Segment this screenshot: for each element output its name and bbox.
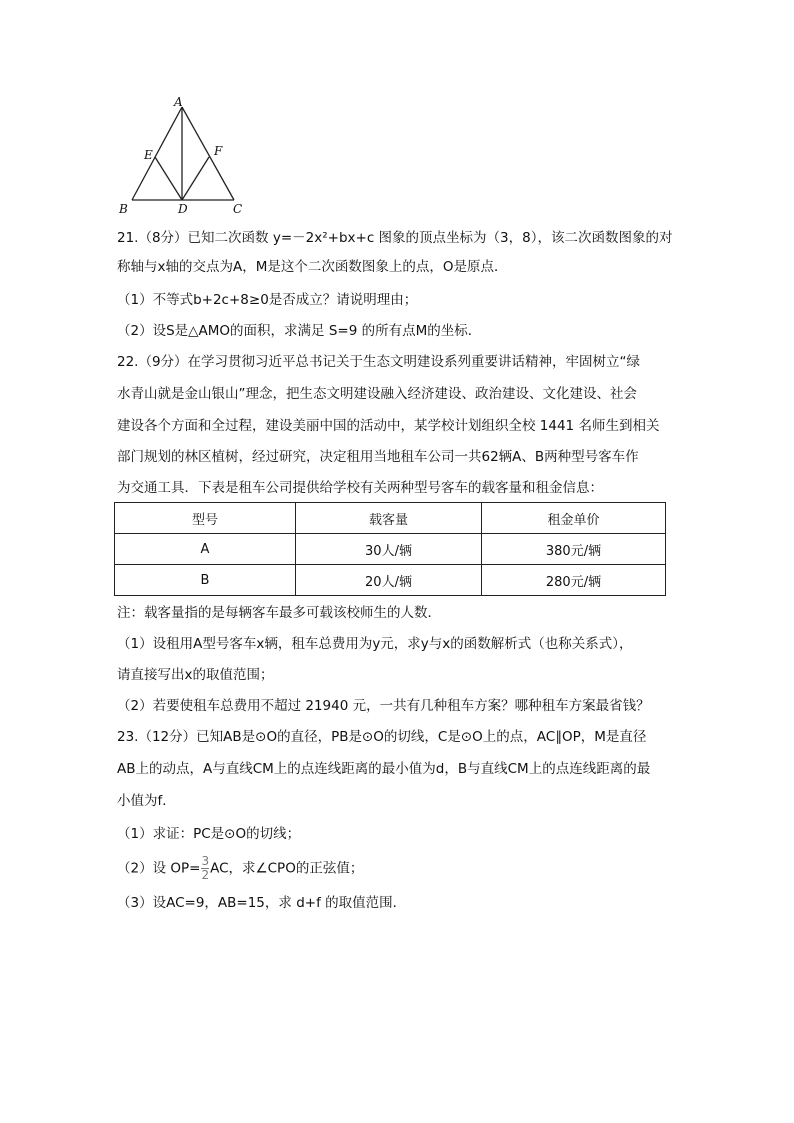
label-f: F (214, 144, 223, 158)
q22-line2: 水青山就是金山银山”理念，把生态文明建设融入经济建设、政治建设、文化建设、社会 (117, 386, 637, 402)
label-c: C (233, 202, 243, 216)
segment-ed (155, 157, 182, 200)
q23-part2-prefix: （2）设 OP= (117, 860, 201, 877)
triangle-figure (112, 95, 262, 220)
cell-model: B (115, 565, 296, 596)
header-price: 租金单价 (482, 503, 666, 534)
q22-part2: （2）若要使租车总费用不超过 21940 元，一共有几种租车方案？哪种租车方案最省钱？ (117, 698, 650, 714)
q21-line1: 21.（8分）已知二次函数 y=－2x²+bx+c 图象的顶点坐标为（3，8），该二次函数图象的对 (117, 230, 673, 246)
q22-note: 注：载客量指的是每辆客车最多可载该校师生的人数． (117, 605, 441, 621)
q21-part2: （2）设S是△AMO的面积，求满足 S=9 的所有点M的坐标． (117, 323, 482, 339)
q22-line1: 22.（9分）在学习贯彻习近平总书记关于生态文明建设系列重要讲话精神，牢固树立“绿 (117, 354, 641, 370)
cell-model: A (115, 534, 296, 565)
table-row (115, 534, 666, 565)
fraction-numerator: 3 (201, 854, 210, 868)
q23-part2 (117, 856, 363, 881)
table-header-row (115, 503, 666, 534)
label-a: A (174, 95, 183, 109)
cell-price: 280元/辆 (482, 565, 666, 596)
header-model: 型号 (115, 503, 296, 534)
bus-info-table (114, 502, 666, 596)
label-b: B (119, 202, 128, 216)
segment-fd (182, 157, 209, 200)
q22-line3: 建设各个方面和全过程，建设美丽中国的活动中，某学校计划组织全校 1441 名师生到相关 (117, 418, 660, 434)
q22-line4: 部门规划的林区植树，经过研究，决定租用当地租车公司一共62辆A、B两种型号客车作 (117, 449, 639, 465)
q23-line1: 23.（12分）已知AB是⊙O的直径，PB是⊙O的切线，C是⊙O上的点，AC∥OP，M是直径 (117, 729, 647, 745)
q23-part2-suffix: AC，求∠CPO的正弦值； (210, 860, 364, 877)
segment-ab (132, 107, 182, 200)
cell-capacity: 20人/辆 (296, 565, 482, 596)
q23-part1: （1）求证：PC是⊙O的切线； (117, 826, 301, 842)
q23-line2: AB上的动点，A与直线CM上的点连线距离的最小值为d，B与直线CM上的点连线距离的最 (117, 761, 651, 777)
table-row (115, 565, 666, 596)
label-e: E (144, 148, 153, 162)
label-d: D (178, 202, 188, 216)
cell-capacity: 30人/辆 (296, 534, 482, 565)
q22-part1-line2: 请直接写出x的取值范围； (117, 667, 274, 683)
fraction-denominator: 2 (201, 868, 210, 882)
q23-part3: （3）设AC=9，AB=15，求 d+f 的取值范围． (117, 895, 407, 911)
q22-line5: 为交通工具．下表是租车公司提供给学校有关两种型号客车的载客量和租金信息： (117, 480, 603, 496)
q23-line3: 小值为f． (117, 793, 176, 809)
fraction-three-halves (201, 856, 209, 881)
triangle-diagram (112, 95, 262, 220)
cell-price: 380元/辆 (482, 534, 666, 565)
segment-ac (182, 107, 234, 200)
header-capacity: 载客量 (296, 503, 482, 534)
q21-part1: （1）不等式b+2c+8≥0是否成立？请说明理由； (117, 292, 418, 308)
q22-part1-line1: （1）设租用A型号客车x辆，租车总费用为y元，求y与x的函数解析式（也称关系式）， (117, 636, 633, 652)
q21-line2: 称轴与x轴的交点为A，M是这个二次函数图象上的点，O是原点． (117, 259, 508, 275)
